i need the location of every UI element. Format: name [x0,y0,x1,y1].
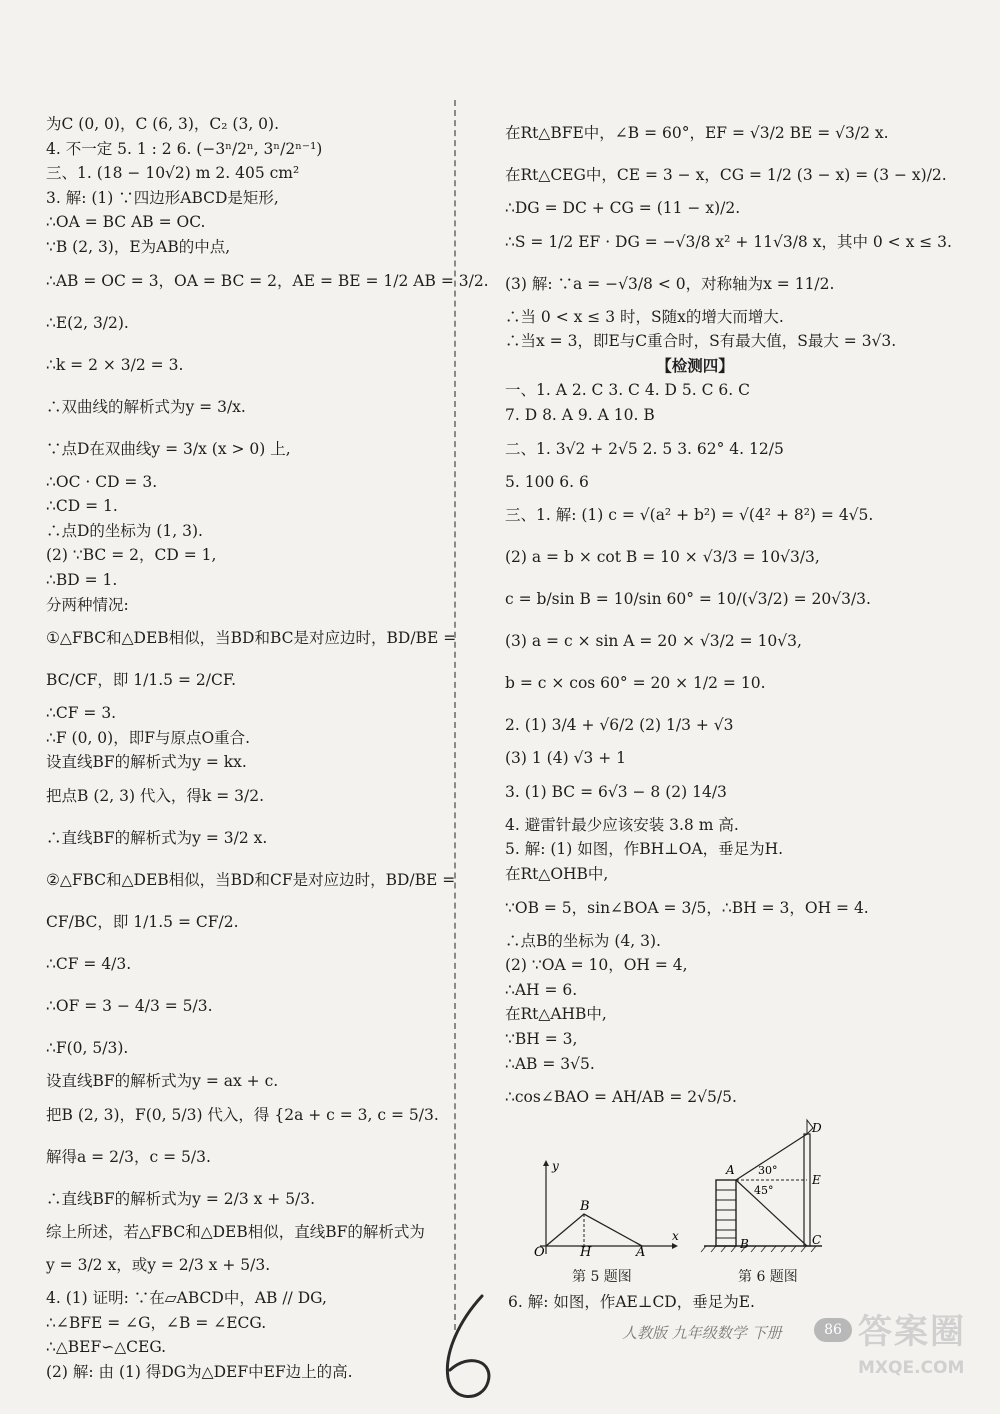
left-column-line: ∴CF = 4/3. [46,954,132,973]
right-column-line: 在Rt△BFE中，∠B = 60°，EF = √3/2 BE = √3/2 x. [505,124,889,142]
right-column-line: 三、1. 解: (1) c = √(a² + b²) = √(4² + 8²) = 4√5. [505,506,874,525]
left-column-line: ∴CD = 1. [46,497,118,516]
right-column-line: ∴S = 1/2 EF · DG = −√3/8 x² + 11√3/8 x，其中 0 < x ≤ 3. [505,232,952,251]
left-column-line: 三、1. (18 − 10√2) m 2. 405 cm² [46,164,300,183]
fig5-label-y: y [552,1159,559,1173]
fig6-label-a: A [726,1163,735,1177]
right-column-line: ∴AH = 6. [505,980,578,999]
right-column-line: 5. 100 6. 6 [505,472,589,491]
left-column-line: 综上所述，若△FBC和△DEB相似，直线BF的解析式为 [46,1222,425,1241]
watermark-url: MXQE.COM [858,1358,965,1378]
right-column-line: 二、1. 3√2 + 2√5 2. 5 3. 62° 4. 12/5 [505,439,784,458]
right-column-line: ∵BH = 3, [505,1029,578,1048]
right-column-line: ∴AB = 3√5. [505,1054,595,1073]
left-column-line: (2) 解: 由 (1) 得DG为△DEF中EF边上的高. [46,1362,353,1381]
right-column-line: (2) a = b × cot B = 10 × √3/3 = 10√3/3, [505,548,820,567]
left-column-line: ∴F (0, 0)，即F与原点O重合. [46,728,251,747]
right-column-line: ∴cos∠BAO = AH/AB = 2√5/5. [505,1088,737,1107]
left-column-line: BC/CF，即 1/1.5 = 2/CF. [46,671,237,690]
footer-book-title: 人教版 九年级数学 下册 [622,1324,782,1342]
fig6-label-d: D [812,1121,822,1135]
solution-6-start: 6. 解: 如图，作AE⊥CD，垂足为E. [508,1293,755,1311]
right-column-line: (3) 1 (4) √3 + 1 [505,749,626,768]
figure-5-coordinate-diagram [532,1158,682,1258]
right-column-line: 一、1. A 2. C 3. C 4. D 5. C 6. C [505,381,750,400]
right-column-line: 4. 避雷针最少应该安装 3.8 m 高. [505,815,739,834]
left-column-line: ∴F(0, 5/3). [46,1038,129,1057]
watermark-logo [858,1310,998,1410]
right-column-line: (3) 解: ∵a = −√3/8 < 0，对称轴为x = 11/2. [505,274,835,293]
right-column-line: ∴DG = DC + CG = (11 − x)/2. [505,199,741,217]
fig5-label-a: A [636,1245,646,1260]
right-column-line: 5. 解: (1) 如图，作BH⊥OA，垂足为H. [505,840,784,859]
figure-6-caption: 第 6 题图 [738,1269,798,1285]
right-column-line: b = c × cos 60° = 20 × 1/2 = 10. [505,674,766,693]
right-column-line: 【检测四】 [656,355,734,375]
left-column-line: ∴OF = 3 − 4/3 = 5/3. [46,996,213,1015]
left-column-line: ∴直线BF的解析式为y = 3/2 x. [46,828,268,847]
right-column-line: ∴点B的坐标为 (4, 3). [505,931,661,950]
right-column [505,112,952,1118]
right-column-line: 在Rt△OHB中, [505,864,609,883]
fig6-label-b: B [740,1237,749,1251]
left-column-line: 4. (1) 证明: ∵在▱ABCD中，AB // DG, [46,1289,327,1308]
left-column-line: ∴OC · CD = 3. [46,472,158,491]
right-column-line: (2) ∵OA = 10，OH = 4, [505,956,688,975]
figure-5-caption: 第 5 题图 [572,1269,632,1285]
left-column-line: ∴∠BFE = ∠G，∠B = ∠ECG. [46,1313,267,1332]
left-column-line: 设直线BF的解析式为y = kx. [46,753,247,772]
left-column-line: 4. 不一定 5. 1 : 2 6. (−3ⁿ/2ⁿ, 3ⁿ/2ⁿ⁻¹) [46,139,323,158]
left-column-line: 把点B (2, 3) 代入，得k = 3/2. [46,786,265,805]
handwritten-six-mark [430,1290,510,1410]
left-column-line: ②△FBC和△DEB相似，当BD和CF是对应边时，BD/BE = [46,870,456,889]
left-column-line: 3. 解: (1) ∵四边形ABCD是矩形, [46,188,279,207]
right-column-line: 在Rt△AHB中, [505,1005,607,1024]
left-column-line: ∴OA = BC AB = OC. [46,213,206,232]
right-column-line: ∴当 0 < x ≤ 3 时，S随x的增大而增大. [505,307,784,326]
fig5-label-x: x [672,1229,679,1243]
right-column-line: ∴当x = 3，即E与C重合时，S有最大值，S最大 = 3√3. [505,332,897,351]
left-column-line: ①△FBC和△DEB相似，当BD和BC是对应边时，BD/BE = [46,629,457,648]
watermark-text: 答案圈 [858,1312,966,1352]
column-divider [454,100,456,1330]
fig6-label-c: C [812,1233,822,1247]
fig5-label-b: B [580,1199,590,1214]
left-column-line: ∴直线BF的解析式为y = 2/3 x + 5/3. [46,1189,316,1208]
left-column-line: 为C (0, 0)，C (6, 3)，C₂ (3, 0). [46,115,280,133]
right-column-line: 2. (1) 3/4 + √6/2 (2) 1/3 + √3 [505,716,734,735]
left-column-line: ∴AB = OC = 3，OA = BC = 2，AE = BE = 1/2 AB = 3/2. [46,271,489,290]
right-column-line: ∵OB = 5，sin∠BOA = 3/5，∴BH = 3，OH = 4. [505,898,869,917]
fig6-angle-30: 30° [758,1164,778,1177]
left-column-line: ∴CF = 3. [46,704,117,723]
figure-6-building-diagram [700,1118,830,1258]
left-column-line: 解得a = 2/3，c = 5/3. [46,1147,211,1166]
right-column-line: 7. D 8. A 9. A 10. B [505,405,655,424]
fig5-label-o: O [534,1245,545,1260]
right-column-line: (3) a = c × sin A = 20 × √3/2 = 10√3, [505,632,802,651]
left-column-line: ∴△BEF∽△CEG. [46,1338,167,1357]
left-column-line: ∴k = 2 × 3/2 = 3. [46,355,184,374]
fig6-label-e: E [812,1173,821,1187]
left-column [46,112,489,1384]
fig5-label-h: H [580,1245,592,1260]
left-column-line: CF/BC，即 1/1.5 = CF/2. [46,912,239,931]
left-column-line: ∵B (2, 3)，E为AB的中点, [46,237,231,256]
left-column-line: ∴双曲线的解析式为y = 3/x. [46,397,246,416]
left-column-line: ∴BD = 1. [46,570,118,589]
right-column-line: 在Rt△CEG中，CE = 3 − x，CG = 1/2 (3 − x) = (3 − x)/2. [505,166,947,184]
left-column-line: ∴点D的坐标为 (1, 3). [46,521,203,540]
right-column-line: 3. (1) BC = 6√3 − 8 (2) 14/3 [505,782,727,801]
left-column-line: ∴E(2, 3/2). [46,313,129,332]
left-column-line: ∵点D在双曲线y = 3/x (x > 0) 上, [46,439,291,458]
right-column-line: c = b/sin B = 10/sin 60° = 10/(√3/2) = 20√3/3. [505,590,871,609]
left-column-line: y = 3/2 x，或y = 2/3 x + 5/3. [46,1256,271,1275]
fig6-angle-45: 45° [754,1184,774,1197]
left-column-line: 把B (2, 3)，F(0, 5/3) 代入，得 {2a + c = 3, c = 5/3. [46,1105,439,1124]
left-column-line: 分两种情况: [46,595,129,614]
left-column-line: 设直线BF的解析式为y = ax + c. [46,1071,279,1090]
page-number-badge: 86 [814,1318,852,1342]
left-column-line: (2) ∵BC = 2，CD = 1, [46,546,217,565]
